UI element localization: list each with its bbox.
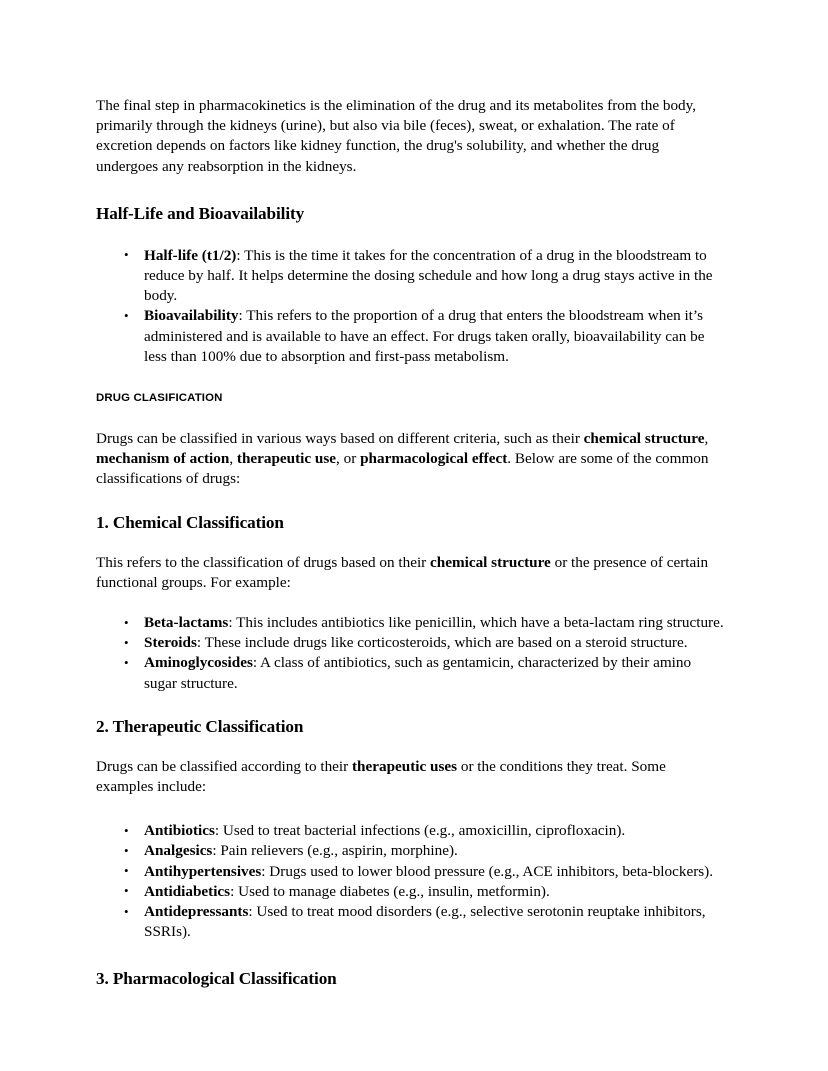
chemical-intro-paragraph: [96, 553, 724, 593]
list-item: [144, 633, 724, 653]
text-segment-bold: therapeutic uses: [352, 757, 458, 775]
document-content: [96, 96, 724, 989]
text-segment: Drugs can be classified according to their: [96, 757, 352, 775]
list-item-term: Antidiabetics: [144, 882, 231, 900]
list-item-term: Antihypertensives: [144, 862, 262, 880]
text-segment: ,: [704, 430, 709, 448]
list-item-term: Analgesics: [144, 842, 213, 860]
text-segment: , or: [336, 450, 361, 468]
heading-therapeutic-classification: 2. Therapeutic Classification: [96, 716, 304, 736]
heading-half-life-and-bioavailability: Half-Life and Bioavailability: [96, 203, 305, 223]
list-item-text: : This includes antibiotics like penicillin, which have a beta-lactam ring structure.: [228, 614, 724, 632]
text-segment-bold: chemical structure: [430, 553, 551, 571]
spacer: [96, 224, 724, 246]
list-item: [144, 841, 724, 861]
chemical-bullet-list: [96, 613, 724, 694]
spacer: [96, 177, 724, 203]
text-segment-bold: therapeutic use: [236, 450, 337, 468]
spacer: [96, 533, 724, 553]
list-item-text: : These include drugs like corticosteroids, which are based on a steroid structure.: [196, 634, 688, 652]
spacer: [96, 737, 724, 757]
classification-intro-paragraph: [96, 429, 724, 490]
list-item: [144, 882, 724, 902]
list-item: [144, 613, 724, 633]
text-segment: This refers to the classification of drugs based on their: [96, 553, 431, 571]
text-segment-bold: pharmacological effect: [360, 450, 508, 468]
spacer: [96, 367, 724, 391]
text-segment: or the conditions they treat. Some examples include:: [96, 757, 666, 796]
therapeutic-intro-paragraph: [96, 757, 724, 797]
list-item: [144, 653, 724, 693]
list-item-term: Steroids: [144, 634, 197, 652]
spacer: [96, 797, 724, 821]
list-item-text: : Used to treat mood disorders (e.g., selective serotonin reuptake inhibitors, SSRIs).: [144, 903, 706, 941]
spacer: [96, 490, 724, 512]
list-item: [144, 862, 724, 882]
half-life-bullet-list: [96, 246, 724, 367]
list-item: [144, 902, 724, 942]
list-item-text: : This refers to the proportion of a drug that enters the bloodstream when it’s administered and is available to have an effect. For drugs taken orally, bioavailability can be less than 100% due to absorption and first-pass metabolism.: [144, 307, 705, 365]
spacer: [96, 942, 724, 968]
text-segment-bold: chemical structure: [583, 430, 705, 448]
list-item: [144, 821, 724, 841]
list-item-text: : Pain relievers (e.g., aspirin, morphine).: [212, 842, 458, 860]
list-item: [144, 306, 724, 367]
list-item-term: Antidepressants: [144, 903, 249, 921]
spacer: [96, 593, 724, 613]
text-segment-bold: mechanism of action: [96, 450, 230, 468]
excretion-paragraph: The final step in pharmacokinetics is the elimination of the drug and its metabolites from the body, primarily through the kidneys (urine), but also via bile (feces), sweat, or exhalation. The rate of excretion depends on factors like kidney function, the drug's solubility, and whether the drug undergoes any reabsorption in the kidneys.: [96, 97, 697, 175]
heading-pharmacological-classification: 3. Pharmacological Classification: [96, 969, 337, 989]
list-item-text: : This is the time it takes for the concentration of a drug in the bloodstream to reduce by half. It helps determine the dosing schedule and how long a drug stays active in the body.: [144, 246, 713, 305]
spacer: [96, 694, 724, 716]
text-segment: ,: [229, 450, 237, 468]
list-item-text: : Used to manage diabetes (e.g., insulin, metformin).: [230, 882, 550, 900]
heading-chemical-classification: 1. Chemical Classification: [96, 512, 284, 532]
list-item-term: Half-life (t1/2): [144, 246, 237, 264]
list-item-text: : Used to treat bacterial infections (e.g., amoxicillin, ciprofloxacin).: [214, 822, 626, 840]
list-item: [144, 246, 724, 307]
text-segment: . Below are some of the common classifications of drugs:: [96, 450, 709, 488]
text-segment: or the presence of certain functional groups. For example:: [96, 553, 709, 591]
list-item-text: : A class of antibiotics, such as gentamicin, characterized by their amino sugar structure.: [144, 654, 692, 692]
label-drug-clasification: DRUG CLASIFICATION: [96, 392, 223, 405]
list-item-term: Antibiotics: [144, 822, 215, 840]
list-item-text: : Drugs used to lower blood pressure (e.g., ACE inhibitors, beta-blockers).: [261, 862, 714, 880]
therapeutic-bullet-list: [96, 821, 724, 942]
list-item-term: Bioavailability: [144, 307, 239, 325]
list-item-term: Beta-lactams: [144, 614, 229, 632]
text-segment: Drugs can be classified in various ways based on different criteria, such as their: [96, 430, 584, 448]
spacer: [96, 405, 724, 429]
list-item-term: Aminoglycosides: [144, 654, 253, 672]
